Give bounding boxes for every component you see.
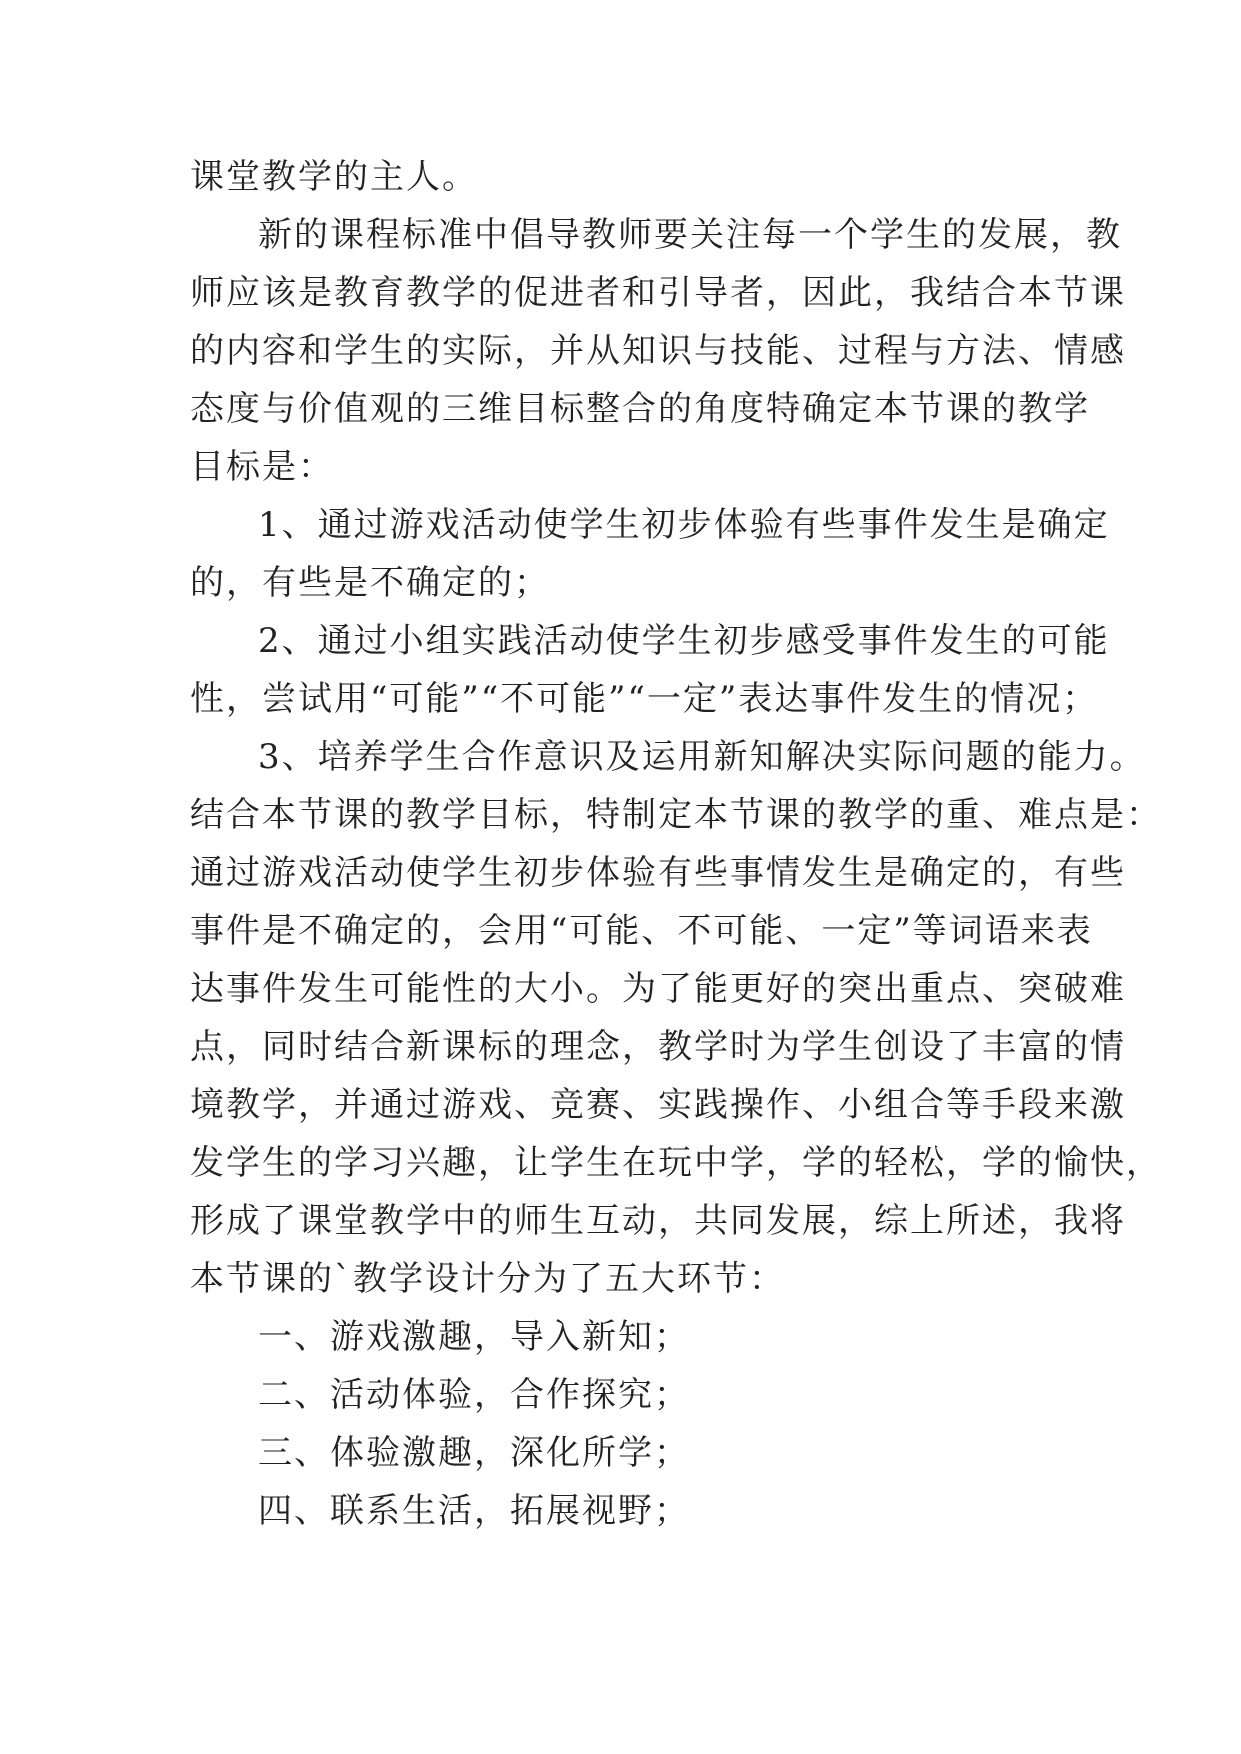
text-line: 的内容和学生的实际，并从知识与技能、过程与方法、情感	[190, 331, 1126, 371]
text-line: 态度与价值观的三维目标整合的角度特确定本节课的教学	[190, 389, 1090, 429]
list-item: 一、游戏激趣，导入新知；	[258, 1317, 690, 1357]
text-line: 结合本节课的教学目标，特制定本节课的教学的重、难点是：	[190, 795, 1162, 835]
text-line: 2、通过小组实践活动使学生初步感受事件发生的可能	[258, 621, 1110, 661]
text-line: 3、培养学生合作意识及运用新知解决实际问题的能力。	[258, 737, 1146, 777]
list-item: 四、联系生活，拓展视野；	[258, 1491, 690, 1531]
text-line: 性，尝试用“可能”“不可能”“一定”表达事件发生的情况；	[190, 679, 1099, 719]
text-line: 目标是：	[190, 447, 334, 487]
text-line: 新的课程标准中倡导教师要关注每一个学生的发展，教	[258, 215, 1122, 255]
text-line: 境教学，并通过游戏、竞赛、实践操作、小组合等手段来激	[190, 1085, 1126, 1125]
text-line: 通过游戏活动使学生初步体验有些事情发生是确定的，有些	[190, 853, 1126, 893]
text-line: 的，有些是不确定的；	[190, 563, 550, 603]
text-line: 1、通过游戏活动使学生初步体验有些事件发生是确定	[258, 505, 1110, 545]
text-line: 课堂教学的主人。	[190, 157, 478, 197]
text-line: 事件是不确定的，会用“可能、不可能、一定”等词语来表	[190, 911, 1093, 951]
document-body	[190, 148, 1162, 1540]
list-item: 二、活动体验，合作探究；	[258, 1375, 690, 1415]
list-item: 三、体验激趣，深化所学；	[258, 1433, 690, 1473]
text-line: 达事件发生可能性的大小。为了能更好的突出重点、突破难	[190, 969, 1126, 1009]
text-line: 发学生的学习兴趣，让学生在玩中学，学的轻松，学的愉快，	[190, 1143, 1162, 1183]
text-line: 本节课的`教学设计分为了五大环节：	[190, 1259, 785, 1299]
text-line: 师应该是教育教学的促进者和引导者，因此，我结合本节课	[190, 273, 1126, 313]
text-line: 形成了课堂教学中的师生互动，共同发展，综上所述，我将	[190, 1201, 1126, 1241]
text-line: 点，同时结合新课标的理念，教学时为学生创设了丰富的情	[190, 1027, 1126, 1067]
